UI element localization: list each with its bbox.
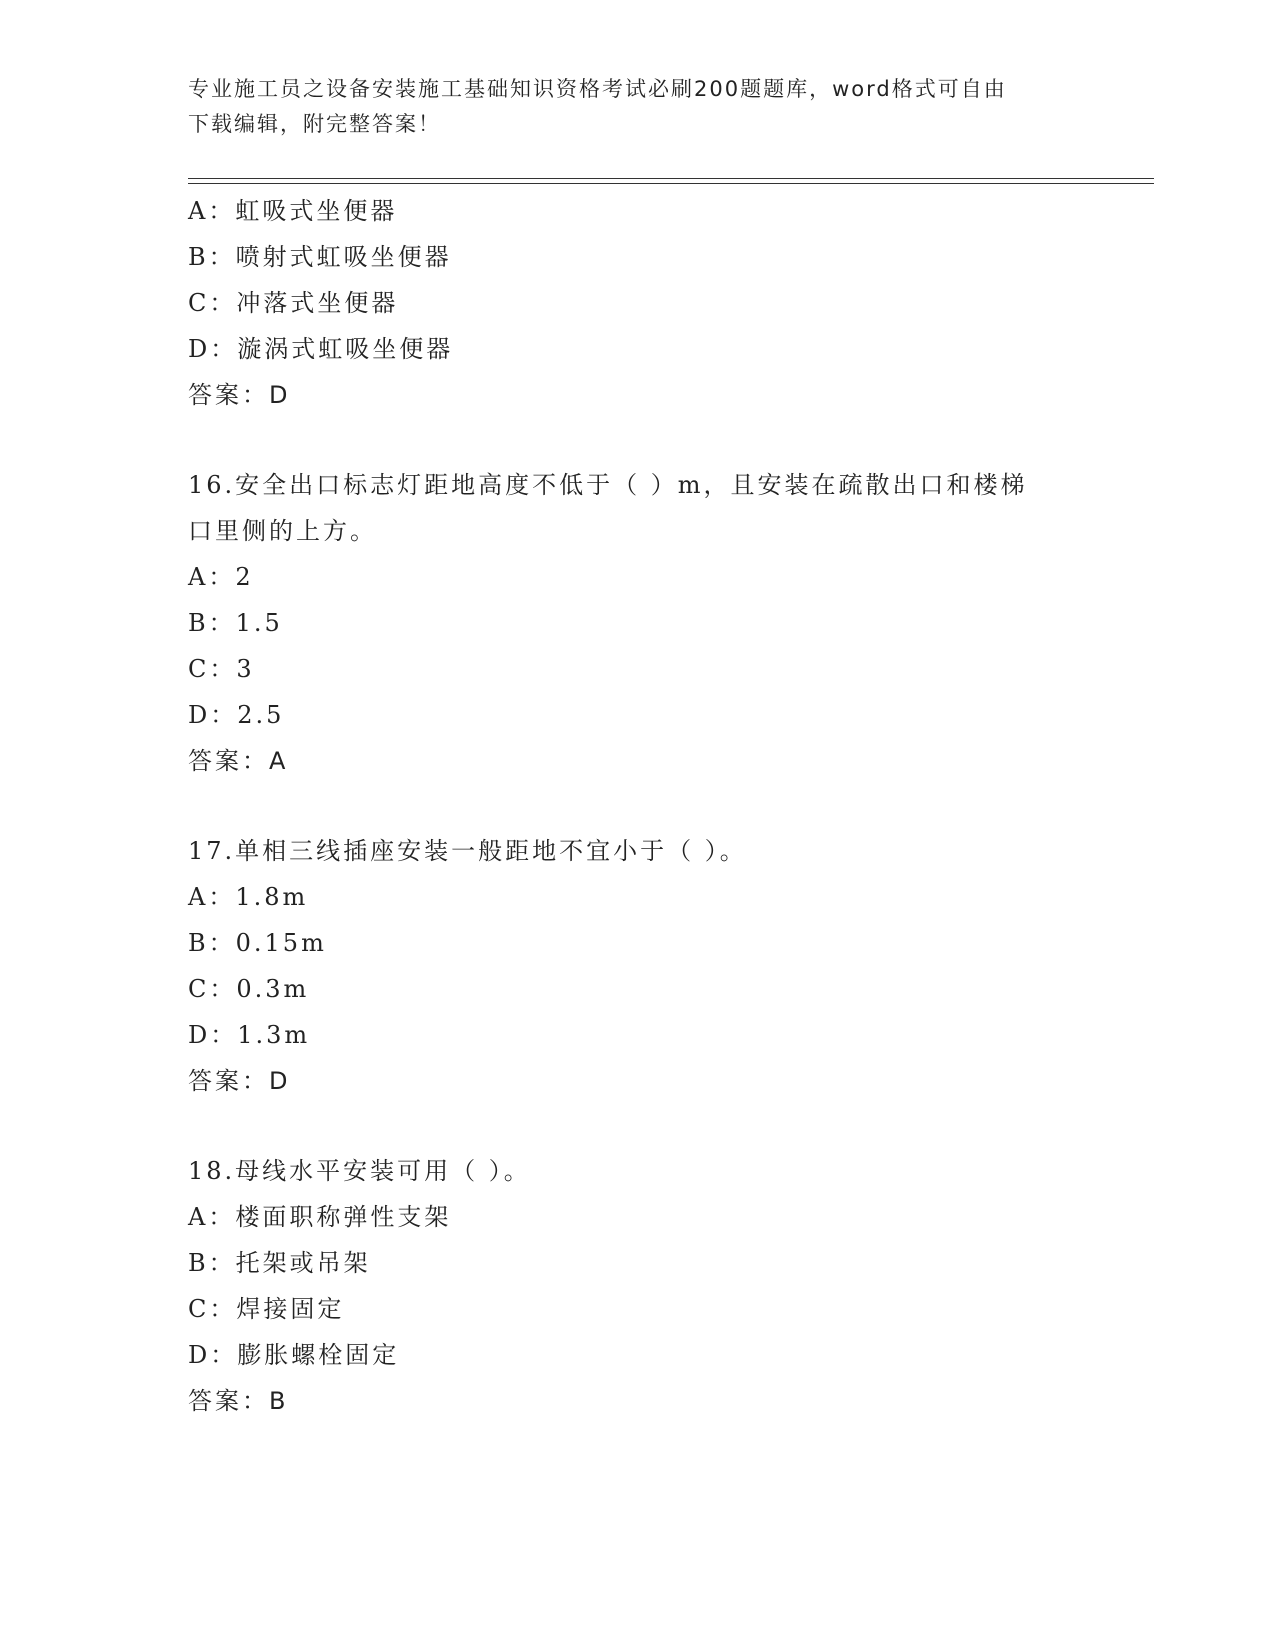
- answer-line: 答案：D: [188, 381, 291, 409]
- spacer: [188, 1104, 1148, 1148]
- option-a: A：虹吸式坐便器: [188, 197, 398, 225]
- option-d: D：2.5: [188, 701, 285, 729]
- question-title: 16.安全出口标志灯距地高度不低于（ ）m，且安装在疏散出口和楼梯: [188, 471, 1028, 499]
- question-title: 18.母线水平安装可用（ ）。: [188, 1157, 531, 1185]
- document-header: [188, 72, 1068, 142]
- answer-line: 答案：B: [188, 1387, 289, 1415]
- header-line-1: 专业施工员之设备安装施工基础知识资格考试必刷200题题库，word格式可自由: [188, 77, 1007, 101]
- option-b: B：托架或吊架: [188, 1249, 371, 1277]
- spacer: [188, 418, 1148, 462]
- option-d: D：1.3m: [188, 1021, 311, 1049]
- option-a: A：2: [188, 563, 254, 591]
- answer-line: 答案：D: [188, 1067, 291, 1095]
- option-c: C：冲落式坐便器: [188, 289, 399, 317]
- option-c: C：焊接固定: [188, 1295, 345, 1323]
- option-b: B：1.5: [188, 609, 283, 637]
- option-c: C：3: [188, 655, 255, 683]
- spacer: [188, 784, 1148, 828]
- option-d: D：膨胀螺栓固定: [188, 1341, 400, 1369]
- header-line-2: 下载编辑，附完整答案！: [188, 112, 441, 136]
- option-b: B：喷射式虹吸坐便器: [188, 243, 452, 271]
- question-title-continued: 口里侧的上方。: [188, 517, 377, 545]
- question-block-16: [188, 462, 1148, 784]
- option-c: C：0.3m: [188, 975, 310, 1003]
- question-list: [188, 188, 1148, 1424]
- option-b: B：0.15m: [188, 929, 327, 957]
- question-block-17: [188, 828, 1148, 1104]
- question-title: 17.单相三线插座安装一般距地不宜小于（ ）。: [188, 837, 747, 865]
- header-rule-top: [188, 178, 1154, 179]
- option-a: A：1.8m: [188, 883, 309, 911]
- option-d: D：漩涡式虹吸坐便器: [188, 335, 454, 363]
- header-rule-bottom: [188, 183, 1154, 184]
- question-block-18: [188, 1148, 1148, 1424]
- question-block-15: [188, 188, 1148, 418]
- option-a: A：楼面职称弹性支架: [188, 1203, 452, 1231]
- answer-line: 答案：A: [188, 747, 289, 775]
